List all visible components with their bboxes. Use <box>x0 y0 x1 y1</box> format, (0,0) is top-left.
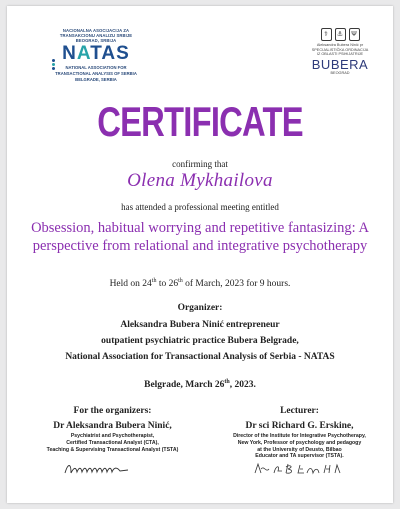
lecturer-signatory <box>212 406 387 460</box>
natas-bottom-line-3: BELGRADE, SERBIA <box>75 77 117 82</box>
psi-icon: Ψ <box>349 28 360 41</box>
natas-top-line-2: TRANSAKCIONU ANALIZU SRBIJE <box>59 33 133 38</box>
organizer-signatory-desc-1: Psychiatrist and Psychotherapist, <box>70 433 155 439</box>
organizer-signatory-heading: For the organizers: <box>73 406 152 416</box>
bubera-city: BEOGRAD <box>330 70 350 75</box>
held-dates: Held on 24th to 26th of March, 2023 for 9 hours. <box>109 278 291 290</box>
lecturer-desc-4: Educator and TA supervisor (TSTA). <box>255 453 344 460</box>
natas-top-line-1: NACIONALNA ASOCIJACIJA ZA <box>62 28 130 33</box>
natas-top-line-3: BEOGRAD, SRBIJA <box>75 38 117 43</box>
natas-wordmark: NATAS <box>62 43 130 64</box>
recipient-name: Olena Mykhailova <box>127 170 273 191</box>
certificate-sheet <box>7 6 393 503</box>
confirming-text: confirming that <box>172 159 228 169</box>
organizer-heading: Organizer: <box>177 303 223 313</box>
bubera-logo <box>305 28 375 75</box>
course-title: Obsession, habitual worrying and repetitive fantasizing: A perspective from relational and integrative psychotherapy <box>31 220 369 254</box>
bubera-emblem-icons <box>305 28 375 41</box>
organizer-line-3: National Association for Transactional Analysis of Serbia - NATAS <box>65 352 335 362</box>
lecturer-signature <box>252 461 352 477</box>
anchor-icon: ⚓ <box>335 28 346 41</box>
bubera-line-3: IZ OBLASTI PSIHIJATRIJE <box>316 52 364 57</box>
organizer-line-2: outpatient psychiatric practice Bubera Belgrade, <box>101 336 299 346</box>
lecturer-desc-1: Director of the Institute for Integrative Psychotherapy, <box>233 433 366 439</box>
staff-icon: ⚕ <box>321 28 332 41</box>
issue-date: Belgrade, March 26th, 2023. <box>144 379 256 391</box>
lecturer-heading: Lecturer: <box>280 406 319 416</box>
lecturer-name: Dr sci Richard G. Erskine, <box>245 421 354 431</box>
natas-logo <box>55 28 137 82</box>
organizer-signature <box>62 459 132 477</box>
certificate-title: CERTIFICATE <box>97 98 303 145</box>
natas-bottom-line-1: NATIONAL ASSOCIATION FOR <box>65 65 127 70</box>
bubera-line-1: Aleksandra Bubera Ninić pr <box>316 43 364 47</box>
natas-logo-dots <box>52 59 58 71</box>
lecturer-desc-3: at the University of Deusto, Bilbao <box>257 446 342 453</box>
organizer-signatory-desc-2: Certified Transactional Analyst (CTA), <box>66 439 159 446</box>
organizer-signatory <box>25 406 200 453</box>
organizer-signatory-name: Dr Aleksandra Bubera Ninić, <box>53 421 172 431</box>
natas-bottom-line-2: TRANSACTIONAL ANALYSIS OF SERBIA <box>55 71 137 76</box>
organizer-line-1: Aleksandra Bubera Ninić entrepreneur <box>120 320 280 330</box>
organizer-signatory-desc-3: Teaching & Supervising Transactional Analyst (TSTA) <box>46 446 179 453</box>
bubera-wordmark: BUBERA <box>311 56 369 72</box>
attended-text: has attended a professional meeting entitled <box>121 202 279 212</box>
bubera-line-2: SPECIJALISTIČKA ORDINACIJA <box>311 47 369 52</box>
lecturer-desc-2: New York, Professor of psychology and pedagogy <box>237 439 362 446</box>
